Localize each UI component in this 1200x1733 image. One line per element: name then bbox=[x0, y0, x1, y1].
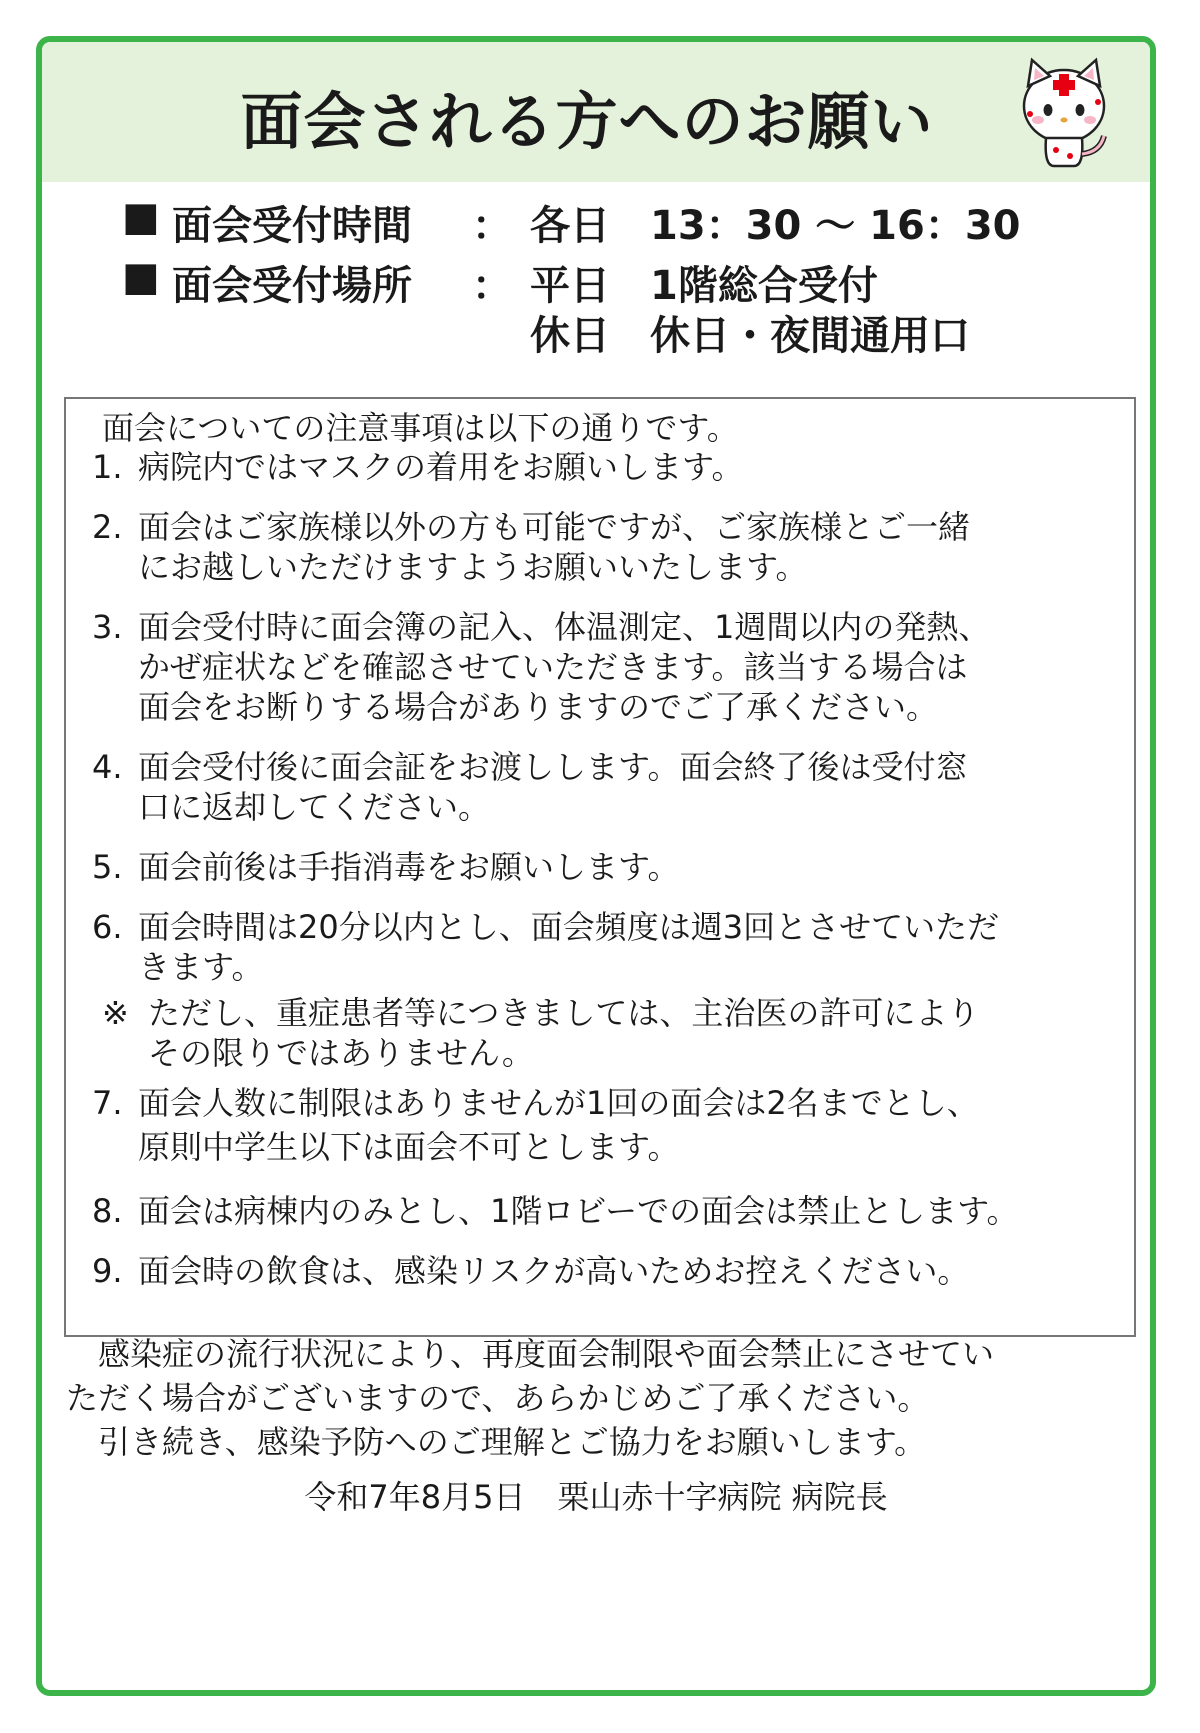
page-title: 面会される方へのお願い bbox=[240, 85, 934, 158]
item-number: 7. bbox=[92, 1084, 123, 1122]
item-text: 口に返却してください。 bbox=[138, 788, 491, 826]
place-weekday: 平日 1階総合受付 bbox=[530, 263, 878, 309]
item-text: 原則中学生以下は面会不可とします。 bbox=[138, 1128, 680, 1166]
item-number: 1. bbox=[92, 448, 123, 486]
item-number: 3. bbox=[92, 608, 123, 646]
closing-line-3: 引き続き、感染予防へのご理解とご協力をお願いします。 bbox=[66, 1423, 927, 1461]
item-text: 面会はご家族様以外の方も可能ですが、ご家族様とご一緒 bbox=[138, 508, 971, 546]
item-text: 面会時の飲食は、感染リスクが高いためお控えください。 bbox=[138, 1252, 970, 1290]
hours-label: 面会受付時間 bbox=[172, 203, 412, 249]
item-number: 6. bbox=[92, 908, 123, 946]
item-text: にお越しいただけますようお願いいたします。 bbox=[138, 548, 808, 586]
hours-value: 各日 13：30 ～ 16：30 bbox=[530, 203, 1021, 249]
item-text: 面会前後は手指消毒をお願いします。 bbox=[138, 848, 680, 886]
item-number: 9. bbox=[92, 1252, 123, 1290]
poster-frame bbox=[36, 36, 1156, 1696]
title-band bbox=[42, 42, 1150, 182]
item-number: 8. bbox=[92, 1192, 123, 1230]
place-colon: ： bbox=[472, 263, 512, 309]
closing-line-2: ただく場合がございますので、あらかじめご了承ください。 bbox=[66, 1379, 930, 1417]
note-mark: ※ bbox=[102, 994, 129, 1032]
hours-colon: ： bbox=[472, 203, 512, 249]
item-text: 面会をお断りする場合がありますのでご了承ください。 bbox=[138, 688, 939, 726]
place-holiday: 休日 休日・夜間通用口 bbox=[530, 313, 970, 359]
note-text: その限りではありません。 bbox=[148, 1034, 534, 1072]
item-text: 面会時間は20分以内とし、面会頻度は週3回とさせていただ bbox=[138, 908, 1000, 946]
item-number: 5. bbox=[92, 848, 123, 886]
item-text: かぜ症状などを確認させていただきます。該当する場合は bbox=[138, 648, 968, 686]
signature: 令和7年8月5日 栗山赤十字病院 病院長 bbox=[304, 1478, 888, 1516]
item-text: 病院内ではマスクの着用をお願いします。 bbox=[138, 448, 744, 486]
red-cross-cat-mascot-icon bbox=[1014, 56, 1114, 170]
item-text: 面会人数に制限はありませんが1回の面会は2名までとし、 bbox=[138, 1084, 979, 1122]
item-text: きます。 bbox=[138, 948, 264, 986]
notice-intro: 面会についての注意事項は以下の通りです。 bbox=[102, 409, 739, 447]
item-number: 2. bbox=[92, 508, 123, 546]
hours-bullet: ■ bbox=[122, 194, 160, 240]
item-number: 4. bbox=[92, 748, 123, 786]
place-bullet: ■ bbox=[122, 254, 160, 300]
item-text: 面会受付時に面会簿の記入、体温測定、1週間以内の発熱、 bbox=[138, 608, 991, 646]
notice-box bbox=[64, 397, 1136, 1337]
item-text: 面会は病棟内のみとし、1階ロビーでの面会は禁止とします。 bbox=[138, 1192, 1019, 1230]
place-label: 面会受付場所 bbox=[172, 263, 412, 309]
item-text: 面会受付後に面会証をお渡しします。面会終了後は受付窓 bbox=[138, 748, 968, 786]
closing-line-1: 感染症の流行状況により、再度面会制限や面会禁止にさせてい bbox=[66, 1335, 995, 1373]
note-text: ただし、重症患者等につきましては、主治医の許可により bbox=[148, 994, 980, 1032]
